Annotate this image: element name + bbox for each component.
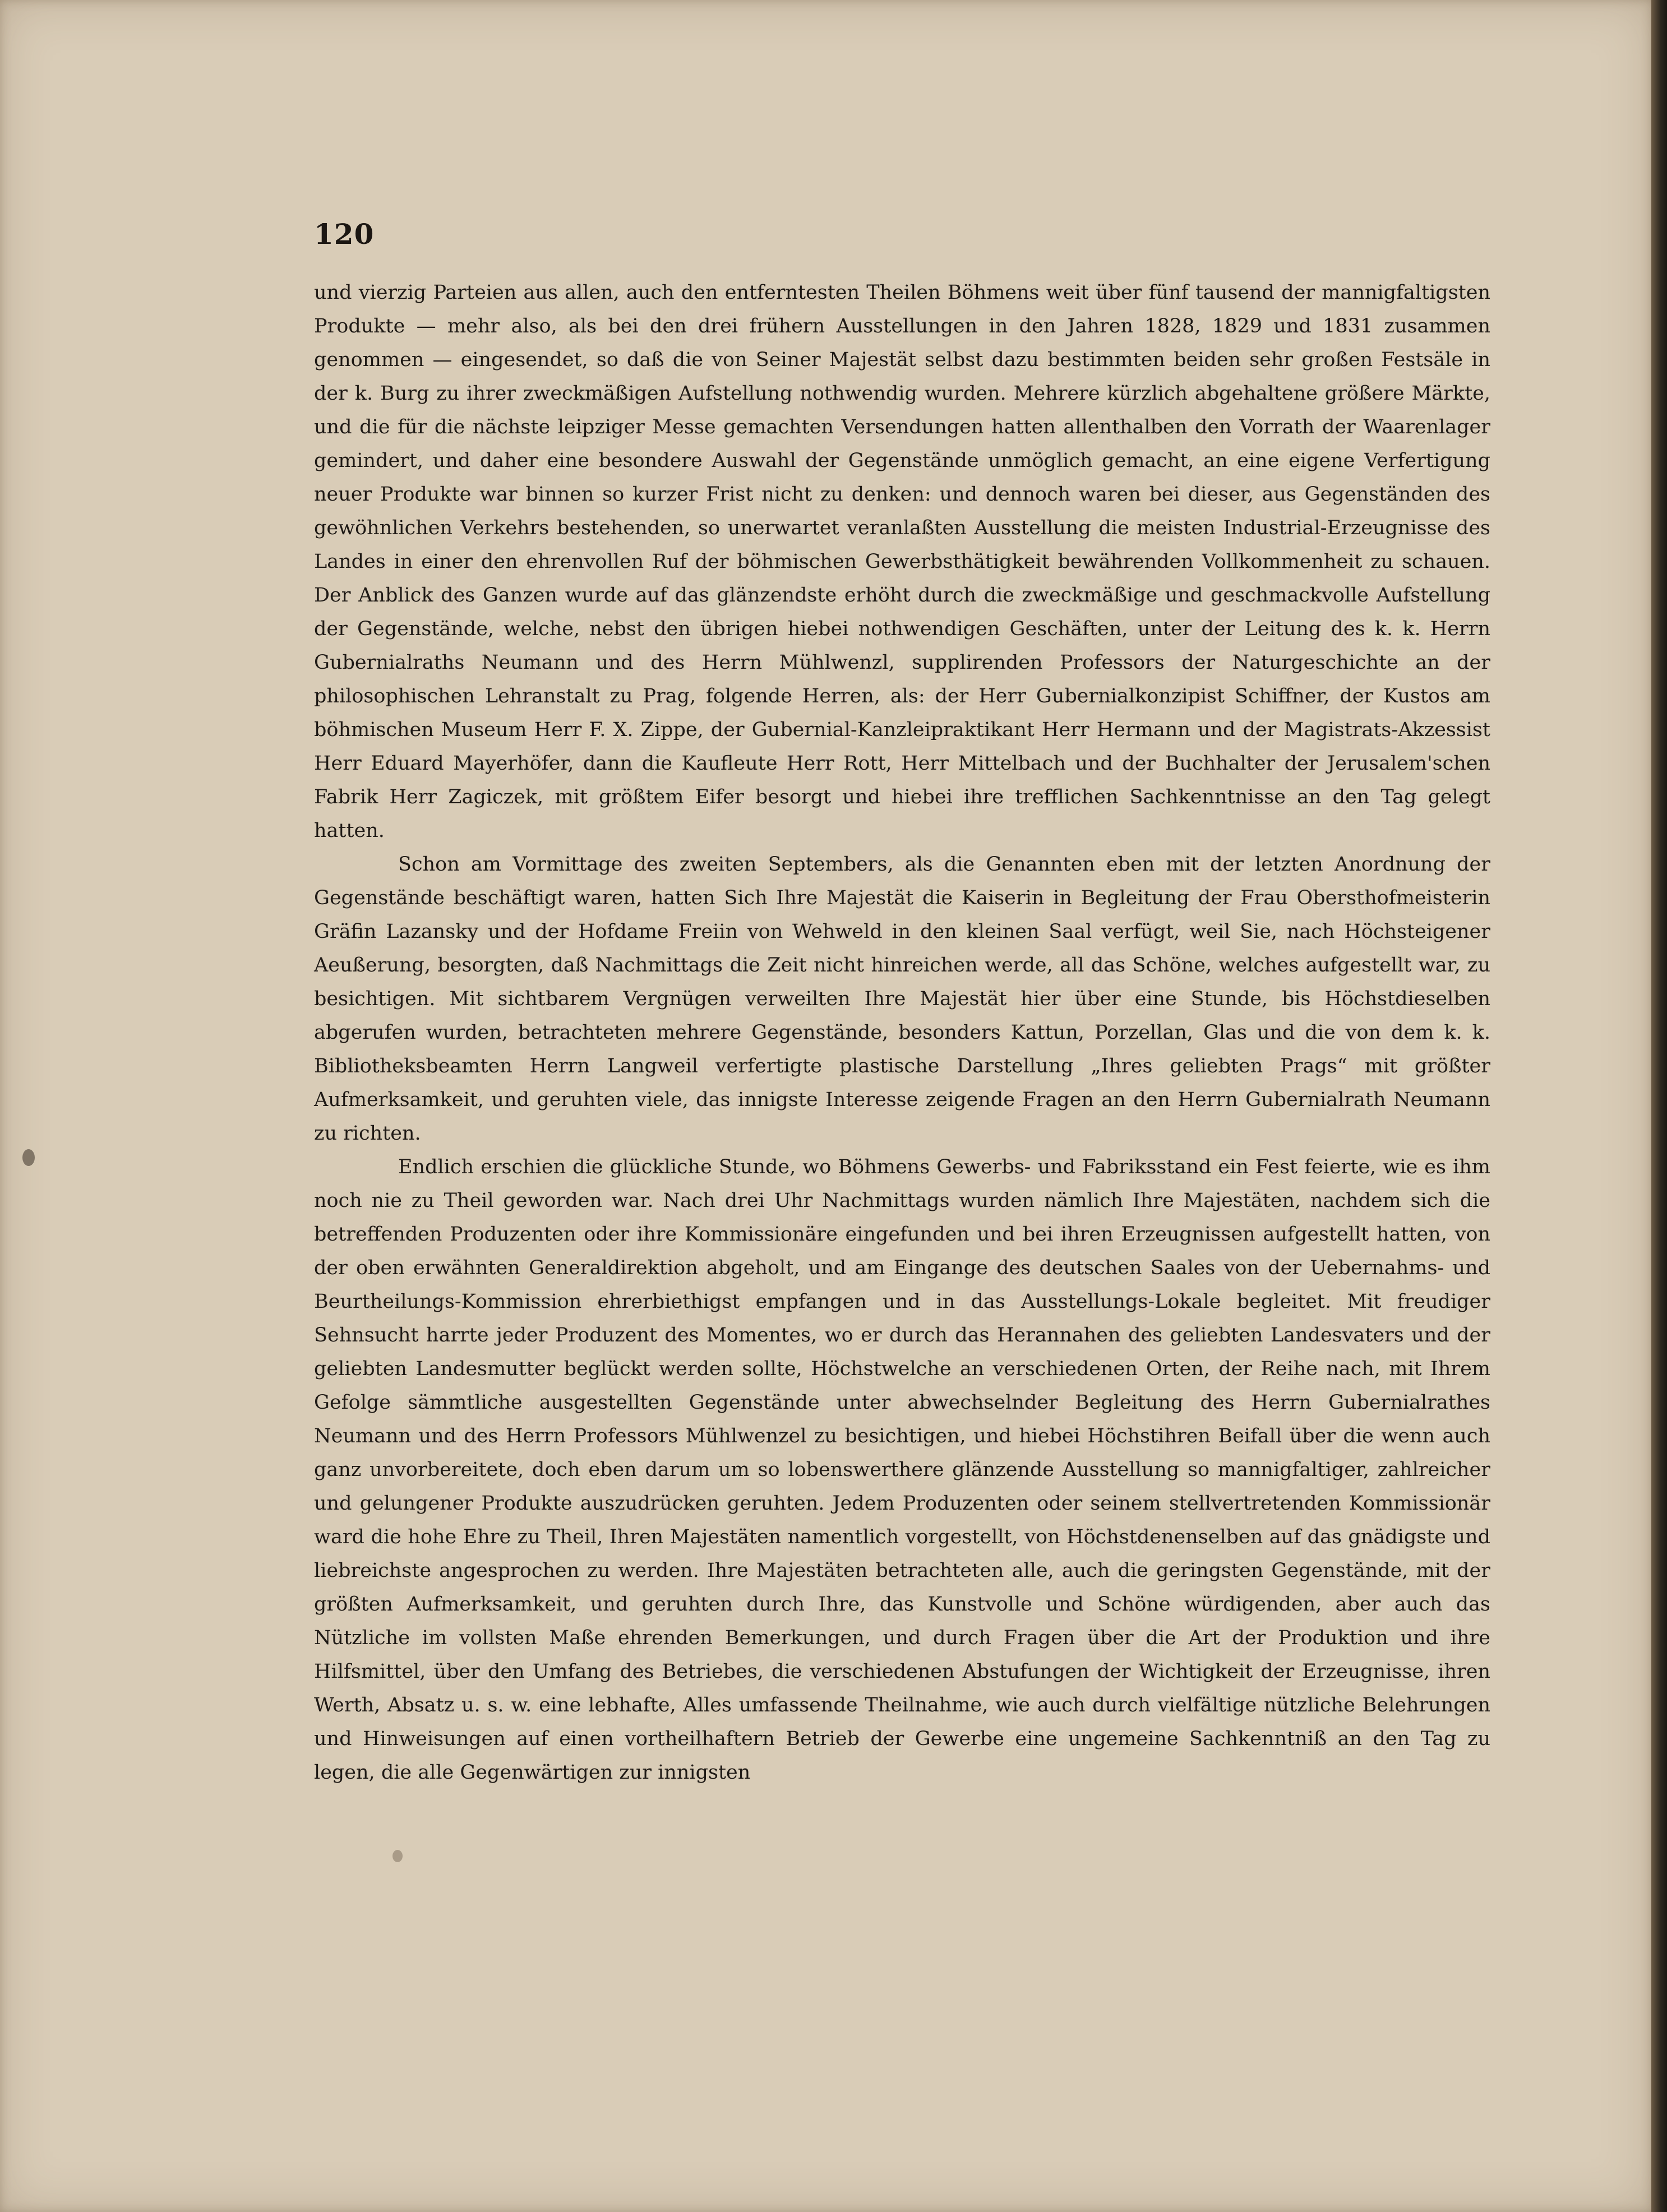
book-spine-edge bbox=[1651, 0, 1667, 2212]
ink-smudge bbox=[22, 1149, 35, 1166]
paragraph-2: Schon am Vormittage des zweiten Septembers, als die Genannten eben mit der letzten Anordnung der Gegenstände beschäftigt waren, hatten Sich Ihre Majestät die Kaiserin in Begleitung der Frau Obersthofmeisterin Gräfin Lazansky und der Hofdame Freiin von Wehweld in den kleinen Saal verfügt, weil Sie, nach Höchsteigener Aeußerung, besorgten, daß Nachmittags die Zeit nicht hinreichen werde, all das Schöne, welches aufgestellt war, zu besichtigen. Mit sichtbarem Vergnügen verweilten Ihre Majestät hier über eine Stunde, bis Höchstdieselben abgerufen wurden, betrachteten mehrere Gegenstände, besonders Kattun, Porzellan, Glas und die von dem k. k. Bibliotheksbeamten Herrn Langweil verfertigte plastische Darstellung „Ihres geliebten Prags“ mit größter Aufmerksamkeit, und geruhten viele, das innigste Interesse zeigende Fragen an den Herrn Gubernialrath Neumann zu richten. bbox=[314, 853, 1490, 1145]
body-text bbox=[314, 276, 1490, 1789]
ink-smudge bbox=[392, 1850, 403, 1862]
paragraph-3: Endlich erschien die glückliche Stunde, wo Böhmens Gewerbs- und Fabriksstand ein Fest feierte, wie es ihm noch nie zu Theil geworden war. Nach drei Uhr Nachmittags wurden nämlich Ihre Majestäten, nachdem sich die betreffenden Produzenten oder ihre Kommissionäre eingefunden und bei ihren Erzeugnissen aufgestellt hatten, von der oben erwähnten Generaldirektion abgeholt, und am Eingange des deutschen Saales von der Uebernahms- und Beurtheilungs-Kommission ehrerbiethigst empfangen und in das Ausstellungs-Lokale begleitet. Mit freudiger Sehnsucht harrte jeder Produzent des Momentes, wo er durch das Herannahen des geliebten Landesvaters und der geliebten Landesmutter beglückt werden sollte, Höchstwelche an verschiedenen Orten, der Reihe nach, mit Ihrem Gefolge sämmtliche ausgestellten Gegenstände unter abwechselnder Begleitung des Herrn Gubernialrathes Neumann und des Herrn Professors Mühlwenzel zu besichtigen, und hiebei Höchstihren Beifall über die wenn auch ganz unvorbereitete, doch eben darum um so lobenswerthere glänzende Ausstellung so mannigfaltiger, zahlreicher und gelungener Produkte auszudrücken geruhten. Jedem Produzenten oder seinem stellvertretenden Kommissionär ward die hohe Ehre zu Theil, Ihren Majestäten namentlich vorgestellt, von Höchstdenenselben auf das gnädigste und liebreichste angesprochen zu werden. Ihre Majestäten betrachteten alle, auch die geringsten Gegenstände, mit der größten Aufmerksamkeit, und geruhten durch Ihre, das Kunstvolle und Schöne würdigenden, aber auch das Nützliche im vollsten Maße ehrenden Bemerkungen, und durch Fragen über die Art der Produktion und ihre Hilfsmittel, über den Umfang des Betriebes, die verschiedenen Abstufungen der Wichtigkeit der Erzeugnisse, ihren Werth, Absatz u. s. w. eine lebhafte, Alles umfassende Theilnahme, wie auch durch vielfältige nützliche Belehrungen und Hinweisungen auf einen vortheilhaftern Betrieb der Gewerbe eine ungemeine Sachkenntniß an den Tag zu legen, die alle Gegenwärtigen zur innigsten bbox=[314, 1156, 1490, 1784]
page-number: 120 bbox=[314, 218, 375, 251]
paragraph-1: und vierzig Parteien aus allen, auch den entferntesten Theilen Böhmens weit über fünf tausend der mannigfaltigsten Produkte — mehr also, als bei den drei frühern Ausstellungen in den Jahren 1828, 1829 und 1831 zusammen genommen — eingesendet, so daß die von Seiner Majestät selbst dazu bestimmten beiden sehr großen Festsäle in der k. Burg zu ihrer zweckmäßigen Aufstellung nothwendig wurden. Mehrere kürzlich abgehaltene größere Märkte, und die für die nächste leipziger Messe gemachten Versendungen hatten allenthalben den Vorrath der Waarenlager gemindert, und daher eine besondere Auswahl der Gegenstände unmöglich gemacht, an eine eigene Verfertigung neuer Produkte war binnen so kurzer Frist nicht zu denken: und dennoch waren bei dieser, aus Gegenständen des gewöhnlichen Verkehrs bestehenden, so unerwartet veranlaßten Ausstellung die meisten Industrial-Erzeugnisse des Landes in einer den ehrenvollen Ruf der böhmischen Gewerbsthätigkeit bewährenden Vollkommenheit zu schauen. Der Anblick des Ganzen wurde auf das glänzendste erhöht durch die zweckmäßige und geschmackvolle Aufstellung der Gegenstände, welche, nebst den übrigen hiebei nothwendigen Geschäften, unter der Leitung des k. k. Herrn Gubernialraths Neumann und des Herrn Mühlwenzl, supplirenden Professors der Naturgeschichte an der philosophischen Lehranstalt zu Prag, folgende Herren, als: der Herr Gubernialkonzipist Schiffner, der Kustos am böhmischen Museum Herr F. X. Zippe, der Gubernial-Kanzleipraktikant Herr Hermann und der Magistrats-Akzessist Herr Eduard Mayerhöfer, dann die Kaufleute Herr Rott, Herr Mittelbach und der Buchhalter der Jerusalem'schen Fabrik Herr Zagiczek, mit größtem Eifer besorgt und hiebei ihre trefflichen Sachkenntnisse an den Tag gelegt hatten. bbox=[314, 281, 1490, 842]
